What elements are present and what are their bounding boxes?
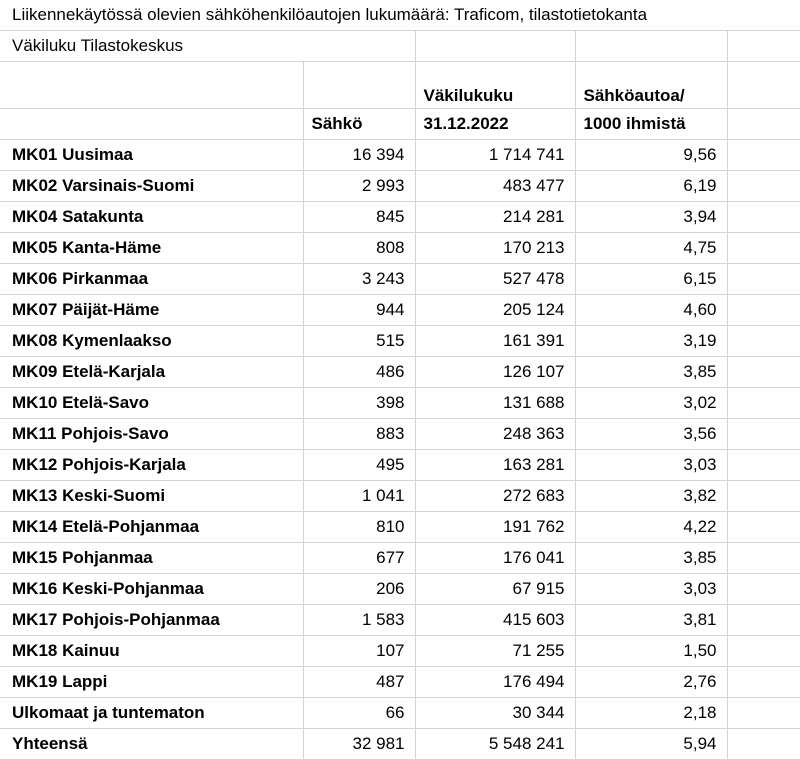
region-name-cell[interactable]: Yhteensä [0, 729, 303, 760]
empty-cell[interactable] [727, 357, 800, 388]
electric-count-cell[interactable]: 486 [303, 357, 415, 388]
per-thousand-cell[interactable]: 4,75 [575, 233, 727, 264]
region-name-cell[interactable]: MK16 Keski-Pohjanmaa [0, 574, 303, 605]
population-cell[interactable]: 163 281 [415, 450, 575, 481]
region-name-cell[interactable]: MK15 Pohjanmaa [0, 543, 303, 574]
per-thousand-cell[interactable]: 3,94 [575, 202, 727, 233]
region-name-cell[interactable]: MK04 Satakunta [0, 202, 303, 233]
table-row [0, 729, 800, 760]
electric-count-cell[interactable]: 487 [303, 667, 415, 698]
electric-count-cell[interactable]: 107 [303, 636, 415, 667]
empty-cell[interactable] [575, 31, 727, 62]
per-thousand-cell[interactable]: 3,85 [575, 543, 727, 574]
electric-count-cell[interactable]: 1 041 [303, 481, 415, 512]
table-row [0, 295, 800, 326]
empty-cell[interactable] [727, 574, 800, 605]
table-row [0, 233, 800, 264]
empty-cell[interactable] [727, 605, 800, 636]
per-thousand-cell[interactable]: 3,02 [575, 388, 727, 419]
region-name-cell[interactable]: MK17 Pohjois-Pohjanmaa [0, 605, 303, 636]
empty-cell[interactable] [0, 109, 303, 140]
empty-cell[interactable] [727, 388, 800, 419]
region-name-cell[interactable]: MK11 Pohjois-Savo [0, 419, 303, 450]
empty-cell[interactable] [727, 264, 800, 295]
region-name-cell[interactable]: MK14 Etelä-Pohjanmaa [0, 512, 303, 543]
empty-cell[interactable] [727, 450, 800, 481]
electric-count-cell[interactable]: 66 [303, 698, 415, 729]
empty-cell[interactable] [727, 636, 800, 667]
region-name-cell[interactable]: MK01 Uusimaa [0, 140, 303, 171]
region-name-cell[interactable]: MK08 Kymenlaakso [0, 326, 303, 357]
population-cell[interactable]: 131 688 [415, 388, 575, 419]
table-row [0, 140, 800, 171]
population-cell[interactable]: 205 124 [415, 295, 575, 326]
empty-cell[interactable] [303, 31, 415, 62]
subtitle-cell[interactable]: Väkiluku Tilastokeskus [0, 31, 303, 62]
population-cell[interactable]: 30 344 [415, 698, 575, 729]
region-name-cell[interactable]: MK07 Päijät-Häme [0, 295, 303, 326]
empty-cell[interactable] [727, 202, 800, 233]
population-cell[interactable]: 170 213 [415, 233, 575, 264]
empty-cell[interactable] [727, 326, 800, 357]
population-cell[interactable]: 67 915 [415, 574, 575, 605]
electric-count-cell[interactable]: 883 [303, 419, 415, 450]
region-name-cell[interactable]: MK19 Lappi [0, 667, 303, 698]
population-cell[interactable]: 176 041 [415, 543, 575, 574]
table-row [0, 264, 800, 295]
electric-count-cell[interactable]: 810 [303, 512, 415, 543]
table-row [0, 574, 800, 605]
population-cell[interactable]: 161 391 [415, 326, 575, 357]
electric-count-cell[interactable]: 808 [303, 233, 415, 264]
per-thousand-cell[interactable]: 2,76 [575, 667, 727, 698]
empty-cell[interactable] [727, 419, 800, 450]
region-name-cell[interactable]: MK10 Etelä-Savo [0, 388, 303, 419]
header-population-line1[interactable]: Väkilukuku [415, 62, 575, 109]
empty-cell[interactable] [415, 31, 575, 62]
per-thousand-cell[interactable]: 6,19 [575, 171, 727, 202]
per-thousand-cell[interactable]: 3,03 [575, 450, 727, 481]
region-name-cell[interactable]: MK13 Keski-Suomi [0, 481, 303, 512]
electric-count-cell[interactable]: 944 [303, 295, 415, 326]
table-row [0, 202, 800, 233]
region-name-cell[interactable]: MK18 Kainuu [0, 636, 303, 667]
population-cell[interactable]: 5 548 241 [415, 729, 575, 760]
per-thousand-cell[interactable]: 2,18 [575, 698, 727, 729]
population-cell[interactable]: 71 255 [415, 636, 575, 667]
electric-count-cell[interactable]: 3 243 [303, 264, 415, 295]
table-row [0, 698, 800, 729]
table-row [0, 357, 800, 388]
electric-count-cell[interactable]: 2 993 [303, 171, 415, 202]
per-thousand-cell[interactable]: 1,50 [575, 636, 727, 667]
empty-cell[interactable] [727, 171, 800, 202]
per-thousand-cell[interactable]: 3,82 [575, 481, 727, 512]
empty-cell[interactable] [727, 295, 800, 326]
header-population-line2[interactable]: 31.12.2022 [415, 109, 575, 140]
per-thousand-cell[interactable]: 3,03 [575, 574, 727, 605]
electric-count-cell[interactable]: 398 [303, 388, 415, 419]
region-name-cell[interactable]: MK06 Pirkanmaa [0, 264, 303, 295]
per-thousand-cell[interactable]: 4,22 [575, 512, 727, 543]
table-row [0, 450, 800, 481]
table-row [0, 667, 800, 698]
population-cell[interactable]: 214 281 [415, 202, 575, 233]
electric-count-cell[interactable]: 845 [303, 202, 415, 233]
table-row [0, 543, 800, 574]
per-thousand-cell[interactable]: 3,19 [575, 326, 727, 357]
per-thousand-cell[interactable]: 5,94 [575, 729, 727, 760]
header-per-thousand-line2[interactable]: 1000 ihmistä [575, 109, 727, 140]
header-per-thousand-line1[interactable]: Sähköautoa/ [575, 62, 727, 109]
electric-count-cell[interactable]: 32 981 [303, 729, 415, 760]
population-cell[interactable]: 248 363 [415, 419, 575, 450]
region-name-cell[interactable]: Ulkomaat ja tuntematon [0, 698, 303, 729]
table-row [0, 326, 800, 357]
header-electric[interactable]: Sähkö [303, 109, 415, 140]
electric-count-cell[interactable]: 515 [303, 326, 415, 357]
electric-count-cell[interactable]: 206 [303, 574, 415, 605]
population-cell[interactable]: 483 477 [415, 171, 575, 202]
empty-cell[interactable] [727, 31, 800, 62]
electric-count-cell[interactable]: 16 394 [303, 140, 415, 171]
population-cell[interactable]: 527 478 [415, 264, 575, 295]
empty-cell[interactable] [727, 233, 800, 264]
population-cell[interactable]: 1 714 741 [415, 140, 575, 171]
title-cell[interactable]: Liikennekäytössä olevien sähköhenkilöautojen lukumäärä: Traficom, tilastotietokanta [0, 0, 800, 31]
table-row [0, 481, 800, 512]
population-cell[interactable]: 126 107 [415, 357, 575, 388]
empty-cell[interactable] [727, 512, 800, 543]
table-row [0, 171, 800, 202]
population-cell[interactable]: 176 494 [415, 667, 575, 698]
per-thousand-cell[interactable]: 6,15 [575, 264, 727, 295]
table-row [0, 388, 800, 419]
table-row [0, 605, 800, 636]
electric-count-cell[interactable]: 677 [303, 543, 415, 574]
table-row [0, 512, 800, 543]
population-cell[interactable]: 191 762 [415, 512, 575, 543]
table-row [0, 636, 800, 667]
population-cell[interactable]: 415 603 [415, 605, 575, 636]
table-row [0, 419, 800, 450]
empty-cell[interactable] [0, 62, 303, 109]
per-thousand-cell[interactable]: 3,85 [575, 357, 727, 388]
empty-cell[interactable] [727, 543, 800, 574]
electric-count-cell[interactable]: 495 [303, 450, 415, 481]
empty-cell[interactable] [727, 140, 800, 171]
per-thousand-cell[interactable]: 9,56 [575, 140, 727, 171]
region-name-cell[interactable]: MK05 Kanta-Häme [0, 233, 303, 264]
empty-cell[interactable] [727, 109, 800, 140]
empty-cell[interactable] [303, 62, 415, 109]
region-name-cell[interactable]: MK09 Etelä-Karjala [0, 357, 303, 388]
empty-cell[interactable] [727, 62, 800, 109]
per-thousand-cell[interactable]: 4,60 [575, 295, 727, 326]
region-name-cell[interactable]: MK02 Varsinais-Suomi [0, 171, 303, 202]
per-thousand-cell[interactable]: 3,56 [575, 419, 727, 450]
empty-cell[interactable] [727, 481, 800, 512]
empty-cell[interactable] [727, 667, 800, 698]
electric-count-cell[interactable]: 1 583 [303, 605, 415, 636]
population-cell[interactable]: 272 683 [415, 481, 575, 512]
region-name-cell[interactable]: MK12 Pohjois-Karjala [0, 450, 303, 481]
empty-cell[interactable] [727, 698, 800, 729]
empty-cell[interactable] [727, 729, 800, 760]
per-thousand-cell[interactable]: 3,81 [575, 605, 727, 636]
